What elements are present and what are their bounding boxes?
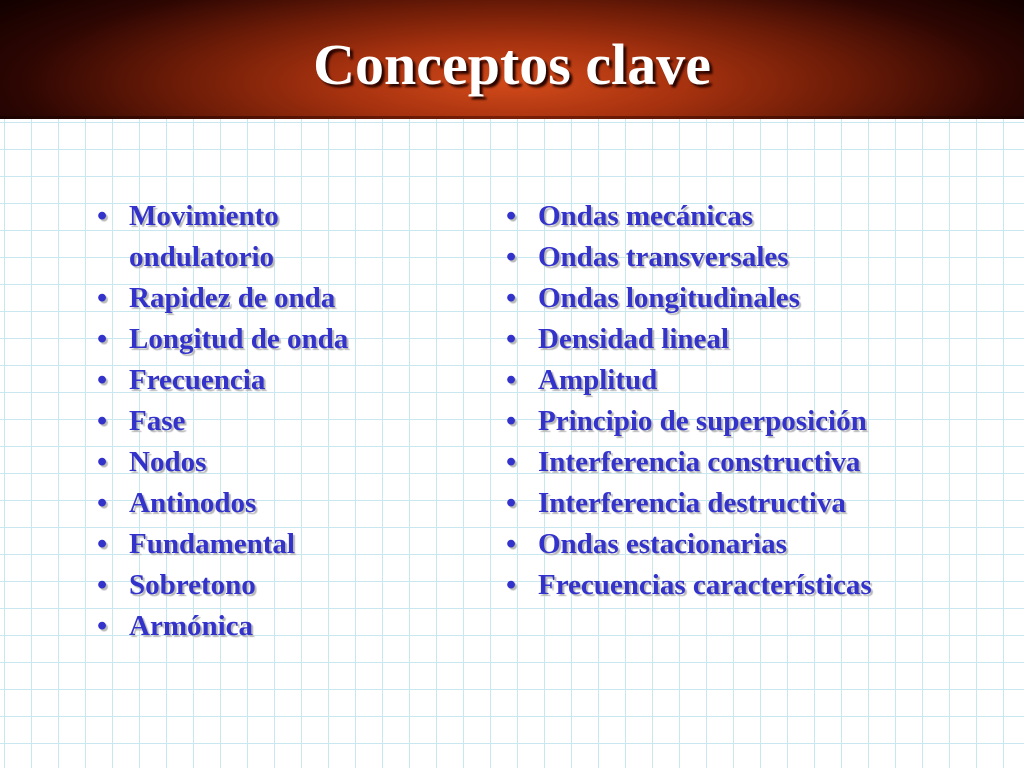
list-item-label: Interferencia destructiva xyxy=(538,487,846,519)
bullet-icon: • xyxy=(506,282,517,314)
list-item xyxy=(506,401,1006,442)
bullet-icon: • xyxy=(506,446,517,478)
bullet-icon: • xyxy=(506,528,517,560)
list-item-label: Sobretono xyxy=(129,569,256,601)
list-item-label: Ondas estacionarias xyxy=(538,528,787,560)
bullet-icon: • xyxy=(506,569,517,601)
list-item xyxy=(97,565,457,606)
list-item-label: Rapidez de onda xyxy=(129,282,336,314)
list-item-label: Frecuencia xyxy=(129,364,266,396)
list-item-label: Frecuencias características xyxy=(538,569,872,601)
bullet-icon: • xyxy=(97,364,108,396)
list-item xyxy=(97,278,457,319)
list-item-label: Fase xyxy=(129,405,186,437)
bullet-icon: • xyxy=(506,200,517,232)
bullet-icon: • xyxy=(97,610,108,642)
list-item xyxy=(97,319,457,360)
list-item xyxy=(506,565,1006,606)
title-bar xyxy=(0,0,1024,119)
bullet-icon: • xyxy=(97,487,108,519)
slide-title: Conceptos clave xyxy=(313,32,711,97)
list-item xyxy=(506,278,1006,319)
bullet-icon: • xyxy=(97,569,108,601)
list-item xyxy=(506,196,1006,237)
left-concept-list xyxy=(97,196,457,647)
list-item-label: Ondas mecánicas xyxy=(538,200,754,232)
bullet-icon: • xyxy=(506,405,517,437)
list-item xyxy=(97,483,457,524)
list-item xyxy=(506,524,1006,565)
bullet-icon: • xyxy=(97,282,108,314)
list-item xyxy=(506,237,1006,278)
list-item xyxy=(506,442,1006,483)
list-item-label: Antinodos xyxy=(129,487,257,519)
list-item xyxy=(97,401,457,442)
bullet-icon: • xyxy=(506,323,517,355)
list-item xyxy=(97,606,457,647)
list-item-label: Movimiento ondulatorio xyxy=(129,200,279,273)
list-item-label: Interferencia constructiva xyxy=(538,446,861,478)
list-item-label: Amplitud xyxy=(538,364,658,396)
list-item-label: Ondas transversales xyxy=(538,241,789,273)
list-item xyxy=(97,196,379,278)
list-item-label: Fundamental xyxy=(129,528,295,560)
bullet-icon: • xyxy=(97,446,108,478)
bullet-icon: • xyxy=(97,405,108,437)
bullet-icon: • xyxy=(506,487,517,519)
list-item xyxy=(97,524,457,565)
bullet-icon: • xyxy=(506,241,517,273)
list-item-label: Densidad lineal xyxy=(538,323,729,355)
list-item xyxy=(506,360,1006,401)
bullet-icon: • xyxy=(97,528,108,560)
bullet-icon: • xyxy=(97,200,108,232)
list-item-label: Longitud de onda xyxy=(129,323,349,355)
list-item xyxy=(506,483,1006,524)
bullet-icon: • xyxy=(506,364,517,396)
list-item-label: Principio de superposición xyxy=(538,405,867,437)
list-item xyxy=(97,442,457,483)
right-concept-list xyxy=(506,196,1006,606)
bullet-icon: • xyxy=(97,323,108,355)
list-item-label: Nodos xyxy=(129,446,207,478)
list-item xyxy=(97,360,457,401)
list-item-label: Armónica xyxy=(129,610,254,642)
list-item-label: Ondas longitudinales xyxy=(538,282,800,314)
list-item xyxy=(506,319,1006,360)
